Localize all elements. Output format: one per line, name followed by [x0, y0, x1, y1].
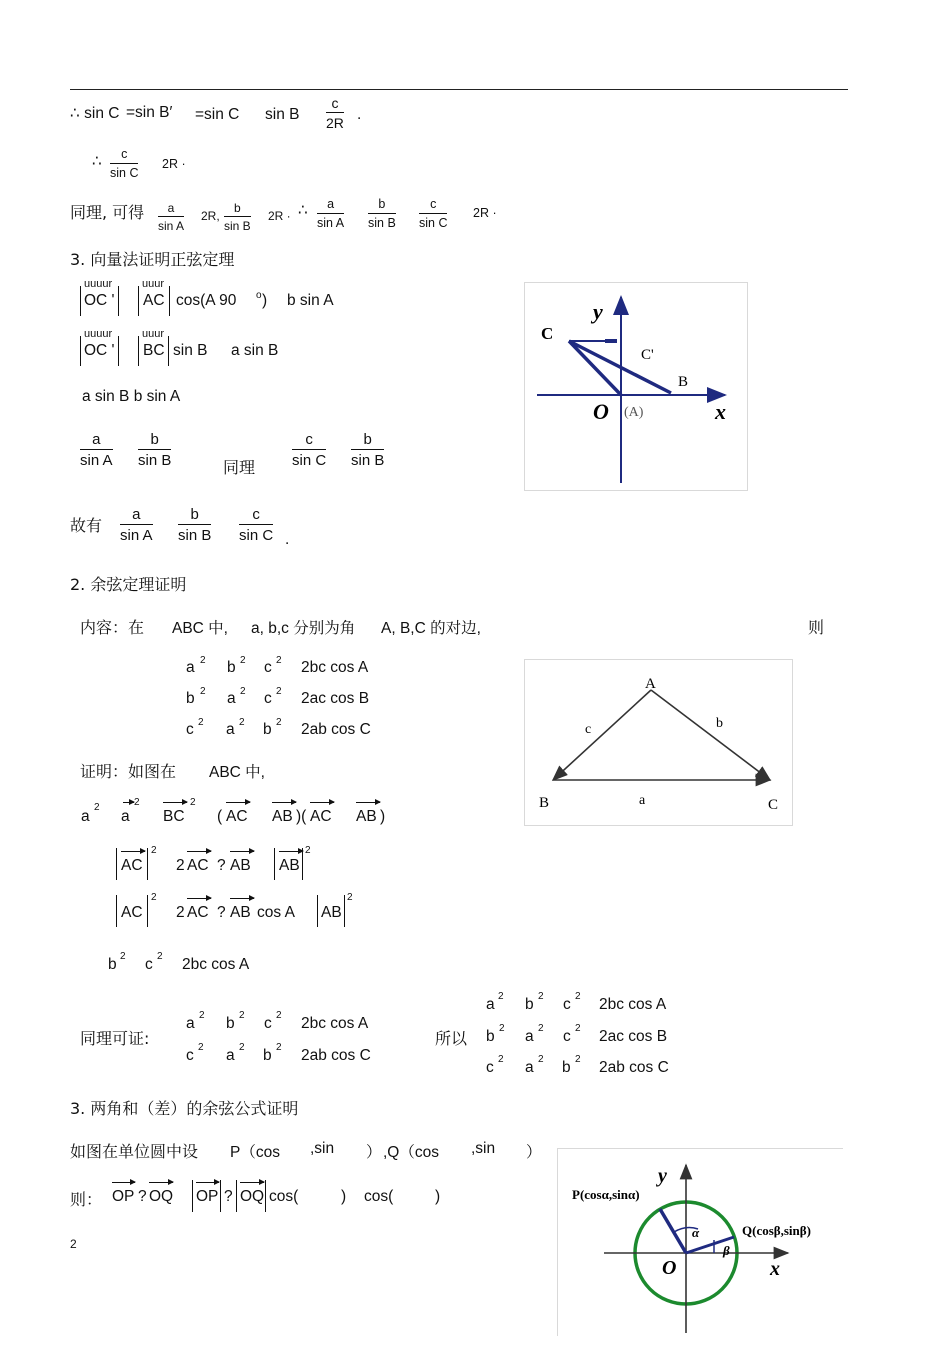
dot-product: ?: [138, 1188, 147, 1205]
term-a: a: [81, 808, 90, 825]
text-content-2: ABC 中,: [172, 620, 228, 637]
label-B: B: [539, 795, 550, 811]
side-b: [651, 690, 770, 780]
abs-bar: [274, 848, 275, 880]
term-b: b: [186, 690, 195, 707]
sup-2: 2: [157, 951, 163, 962]
term-2abcosC: 2ab cos C: [599, 1059, 669, 1076]
sup-2: 2: [276, 1010, 282, 1021]
sup-2: 2: [499, 1023, 505, 1034]
eq-asinB: a sin B: [231, 342, 279, 359]
term-c: c: [486, 1059, 494, 1076]
abs-bar: [138, 336, 139, 366]
abs-bar: [80, 336, 81, 366]
term-c: c: [145, 956, 153, 973]
abs-bar: [220, 1180, 221, 1212]
label-b: b: [716, 716, 723, 731]
frac-c-sinC-final: $\frac{c}{\text{sin C}}$: [239, 506, 274, 544]
label-c: c: [585, 722, 592, 737]
vector-arrow: [310, 802, 334, 803]
figure-vector-sine: [524, 282, 748, 491]
label-y: y: [658, 1165, 667, 1187]
sup-2: 2: [134, 797, 140, 808]
term-2bccosA: 2bc cos A: [182, 956, 250, 973]
term-2bccosA: 2bc cos A: [599, 996, 667, 1013]
term-a: a: [226, 1047, 235, 1064]
eq-dot: .: [357, 106, 362, 123]
sup-2: 2: [240, 686, 246, 697]
term-2accosB: 2ac cos B: [599, 1028, 668, 1045]
eq-therefore-2: ∴: [298, 202, 308, 219]
text-similar: 同理, 可得: [70, 203, 145, 222]
term-c: c: [186, 721, 194, 738]
vector-arrow: [123, 802, 134, 803]
mark-uuuu-1: uuuur: [84, 278, 113, 290]
eq-2R-dot-2: 2R ·: [473, 206, 497, 220]
term-b: b: [108, 956, 117, 973]
text-proof: 证明：如图在: [80, 762, 177, 781]
term-b: b: [525, 996, 534, 1013]
eq-2R-dot: 2R ·: [268, 209, 291, 223]
sup-2: 2: [276, 1042, 282, 1053]
sup-2: 2: [190, 797, 196, 808]
header-rule: [70, 89, 848, 90]
label-B: B: [678, 374, 689, 390]
term-2bccosA: 2bc cos A: [301, 659, 369, 676]
vec-AC: AC: [143, 292, 165, 309]
figure-triangle: [524, 659, 793, 826]
term-b: b: [486, 1028, 495, 1045]
dot-product: ?: [217, 857, 226, 874]
label-A: (A): [624, 405, 644, 420]
frac-b-sinB-w-2: $\frac{b}{\text{sin B}}$: [351, 431, 385, 469]
sup-2: 2: [538, 1054, 544, 1065]
label-C: C: [541, 324, 554, 343]
text-close-2: ）: [526, 1144, 542, 1161]
sup-2: 2: [199, 1010, 205, 1021]
eq-sinB: sin B: [173, 342, 208, 359]
term-2accosB: 2ac cos B: [301, 690, 370, 707]
term-a: a: [226, 721, 235, 738]
eq-line1-c: =sin C: [195, 106, 240, 123]
vec-AB: AB: [279, 857, 300, 874]
term-cos: cos(: [269, 1188, 299, 1205]
sup-2: 2: [198, 717, 204, 728]
vec-OC1: OC ': [84, 292, 115, 309]
eq-line1-a: ∴ sin C: [70, 105, 120, 122]
term-b: b: [263, 1047, 272, 1064]
sup-2: 2: [239, 717, 245, 728]
sup-2: 2: [347, 892, 353, 903]
sup-2: 2: [120, 951, 126, 962]
vec-BC: BC: [163, 808, 185, 825]
sup-2: 2: [200, 655, 206, 666]
abs-AB: AB: [321, 904, 342, 921]
abs-bar: [116, 895, 117, 927]
term-2abcosC: 2ab cos C: [301, 721, 371, 738]
figure-unit-circle: [557, 1148, 843, 1336]
eq-bsinA: b sin A: [287, 292, 334, 309]
vector-arrow: [121, 851, 145, 852]
frac-b-sinB-final: $\frac{b}{\text{sin B}}$: [178, 506, 212, 544]
side-c: [553, 690, 651, 780]
frac-c-over-sinC: $\frac{c}{\text{sin C}}$: [110, 147, 139, 180]
label-a: a: [639, 793, 646, 808]
text-similar-2: 同理: [223, 458, 256, 477]
abs-OP: OP: [196, 1188, 219, 1205]
term-a: a: [486, 996, 495, 1013]
vec-AC: AC: [121, 857, 143, 874]
vec-AC: AC: [187, 857, 209, 874]
sup-2: 2: [151, 892, 157, 903]
text-close: ）: [366, 1144, 382, 1161]
vector-arrow: [230, 898, 254, 899]
dot-product: ?: [224, 1188, 233, 1205]
frac-c-sinC: $\frac{c}{\text{sin C}}$: [419, 197, 448, 230]
text-content: 内容：在: [80, 618, 145, 637]
vec-OC1-2: OC ': [84, 342, 115, 359]
text-similar-prove: 同理可证:: [80, 1029, 150, 1048]
text-unit-circle: 如图在单位圆中设: [70, 1142, 199, 1161]
mark-uuur-1: uuur: [142, 278, 165, 290]
term-a: a: [186, 659, 195, 676]
paren: ): [341, 1188, 347, 1205]
frac-a-sinA: $\frac{a}{\text{sin A}}$: [317, 197, 345, 230]
text-proof-2: ABC 中,: [209, 764, 265, 781]
label-A: A: [645, 676, 656, 692]
label-y: y: [593, 299, 603, 324]
term-a: a: [186, 1015, 195, 1032]
term-a: a: [525, 1028, 534, 1045]
sup-2: 2: [239, 1010, 245, 1021]
frac-a-sinA-small: $\frac{a}{\text{sin A}}$: [158, 201, 185, 233]
sup-2: 2: [305, 845, 311, 856]
ray-OP: [660, 1209, 686, 1253]
label-C1: C': [641, 347, 654, 363]
text-content-4: A, B,C 的对边,: [381, 620, 481, 637]
term-b: b: [226, 1015, 235, 1032]
label-O: O: [662, 1257, 677, 1279]
abs-bar: [138, 286, 139, 316]
term-c: c: [264, 690, 272, 707]
term-2bccosA: 2bc cos A: [301, 1015, 369, 1032]
term-b: b: [562, 1059, 571, 1076]
vector-arrow: [149, 1182, 173, 1183]
sup-2: 2: [498, 991, 504, 1002]
vec-AB: AB: [272, 808, 293, 825]
abs-bar: [80, 286, 81, 316]
section-sum-diff: 3. 两角和（差）的余弦公式证明: [70, 1099, 299, 1118]
eq-dot-final: .: [285, 531, 290, 548]
page-number: 2: [70, 1237, 77, 1251]
vec-AC: AC: [187, 904, 209, 921]
coef-2: 2: [176, 857, 185, 874]
term-b: b: [263, 721, 272, 738]
abs-bar: [265, 1180, 266, 1212]
vector-arrow: [112, 1182, 135, 1183]
abs-bar: [168, 336, 169, 366]
sup-2: 2: [575, 1054, 581, 1065]
section-cosine: 2. 余弦定理证明: [70, 575, 187, 594]
sup-2: 2: [575, 1023, 581, 1034]
frac-b-sinB-small: $\frac{b}{\text{sin B}}$: [224, 201, 251, 233]
sup-2: 2: [94, 802, 100, 813]
term-b: b: [227, 659, 236, 676]
vector-arrow: [187, 851, 211, 852]
frac-c-over-2R: $\frac{c}{2R}$: [326, 95, 344, 131]
abs-bar: [302, 848, 303, 880]
abs-OQ: OQ: [240, 1188, 265, 1205]
vector-arrow: [272, 802, 296, 803]
text-P-cos: P（cos: [230, 1144, 280, 1161]
label-O: O: [593, 399, 609, 424]
coef-2: 2: [176, 904, 185, 921]
frac-a-sinA-w: $\frac{a}{\text{sin A}}$: [80, 431, 113, 469]
label-alpha: α: [692, 1225, 700, 1240]
term-cos: cos(: [364, 1188, 394, 1205]
label-x: x: [770, 1258, 780, 1280]
sup-2: 2: [538, 1023, 544, 1034]
dot-product: ?: [217, 904, 226, 921]
sup-2: 2: [575, 991, 581, 1002]
label-C: C: [768, 797, 779, 813]
label-beta: β: [723, 1243, 730, 1258]
abs-bar: [147, 848, 148, 880]
term-c: c: [563, 996, 571, 1013]
paren: (: [217, 808, 223, 825]
vec-a: a: [121, 808, 130, 825]
frac-b-sinB: $\frac{b}{\text{sin B}}$: [368, 197, 396, 230]
abs-bar: [344, 895, 345, 927]
eq-cosA90: cos(A 90: [176, 292, 237, 309]
vector-arrow: [226, 802, 250, 803]
eq-2R: 2R ·: [162, 157, 186, 171]
vector-arrow: [163, 802, 187, 803]
mark-uuuu-2: uuuur: [84, 328, 113, 340]
sup-2: 2: [151, 845, 157, 856]
term-a: a: [525, 1059, 534, 1076]
frac-a-sinA-final: $\frac{a}{\text{sin A}}$: [120, 506, 153, 544]
sup-2: 2: [498, 1054, 504, 1065]
term-c: c: [186, 1047, 194, 1064]
eq-degree: o: [256, 290, 262, 301]
text-sin: ,sin: [310, 1140, 335, 1157]
eq-line1-b: =sin B′: [126, 104, 173, 121]
term-2abcosC: 2ab cos C: [301, 1047, 371, 1064]
eq-therefore: ∴: [92, 153, 102, 170]
abs-bar: [317, 895, 318, 927]
vec-AB: AB: [230, 904, 251, 921]
text-then: 则: [808, 618, 825, 637]
text-content-3: a, b,c 分别为角: [251, 620, 356, 637]
term-c: c: [264, 659, 272, 676]
vec-AB: AB: [356, 808, 377, 825]
text-then-2: 则：: [70, 1190, 103, 1209]
vector-arrow: [187, 898, 211, 899]
eq-asinB-bsinA: a sin B b sin A: [82, 388, 181, 405]
vector-arrow: [196, 1182, 219, 1183]
paren: ): [380, 808, 386, 825]
vector-arrow: [230, 851, 254, 852]
abs-bar: [147, 895, 148, 927]
term-c: c: [264, 1015, 272, 1032]
abs-bar: [192, 1180, 193, 1212]
sup-2: 2: [538, 991, 544, 1002]
mark-uuur-2: uuur: [142, 328, 165, 340]
vector-arrow: [279, 851, 303, 852]
frac-c-sinC-w: $\frac{c}{\text{sin C}}$: [292, 431, 327, 469]
label-Q: Q(cosβ,sinβ): [742, 1223, 811, 1238]
frac-b-sinB-w: $\frac{b}{\text{sin B}}$: [138, 431, 172, 469]
segment-OC: [569, 341, 621, 395]
vec-OP: OP: [112, 1188, 135, 1205]
text-Q-cos: ,Q（cos: [383, 1144, 439, 1161]
abs-bar: [116, 848, 117, 880]
text-so: 所以: [435, 1029, 468, 1048]
eq-line1-d: sin B: [265, 106, 300, 123]
abs-AC: AC: [121, 904, 143, 921]
label-x: x: [715, 399, 726, 424]
eq-2R-comma: 2R,: [201, 209, 220, 223]
sup-2: 2: [198, 1042, 204, 1053]
vec-AB: AB: [230, 857, 251, 874]
term-cosA: cos A: [257, 904, 295, 921]
term-a: a: [227, 690, 236, 707]
label-P: P(cosα,sinα): [572, 1187, 640, 1202]
vec-BC: BC: [143, 342, 165, 359]
paren: ): [435, 1188, 441, 1205]
eq-paren: ): [262, 292, 268, 309]
abs-bar: [118, 336, 119, 366]
vec-AC: AC: [226, 808, 248, 825]
paren: )(: [296, 808, 307, 825]
abs-bar: [169, 286, 170, 316]
sup-2: 2: [276, 655, 282, 666]
sup-2: 2: [276, 717, 282, 728]
term-c: c: [563, 1028, 571, 1045]
text-sin-2: ,sin: [471, 1140, 496, 1157]
sup-2: 2: [239, 1042, 245, 1053]
text-thus: 故有: [70, 516, 103, 535]
vec-OQ: OQ: [149, 1188, 174, 1205]
section-vector-sine: 3. 向量法证明正弦定理: [70, 250, 235, 269]
abs-bar: [236, 1180, 237, 1212]
sup-2: 2: [240, 655, 246, 666]
sup-2: 2: [200, 686, 206, 697]
vector-arrow: [356, 802, 380, 803]
sup-2: 2: [276, 686, 282, 697]
vector-arrow: [240, 1182, 264, 1183]
abs-bar: [118, 286, 119, 316]
vec-AC: AC: [310, 808, 332, 825]
